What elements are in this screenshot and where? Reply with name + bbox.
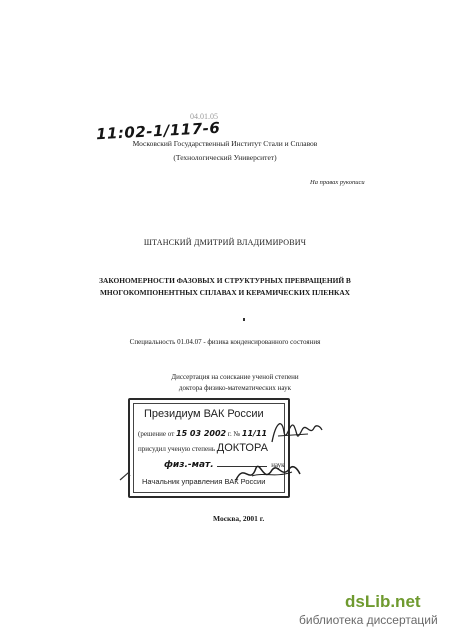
dissertation-degree-line-2: доктора физико-математических наук (178, 384, 292, 392)
dissertation-title-line-2: МНОГОКОМПОНЕНТНЫХ СПЛАВАХ И КЕРАМИЧЕСКИХ ПЛЕНКАХ (99, 288, 351, 297)
specialty-line: Специальность 01.04.07 - физика конденсированного состояния (129, 338, 321, 346)
stamp-degree: ДОКТОРА (216, 442, 268, 454)
stamp-field: физ.-мат. (164, 460, 214, 470)
stamp-department: Начальник управления ВАК России (142, 477, 266, 486)
stamp-awarded-line (138, 442, 268, 454)
faint-top-number: 04.01.05 (190, 112, 218, 121)
institute-name: Московский Государственный Институт Стали и Сплавов (132, 139, 318, 148)
handwritten-code: 11:02-1/117-6 (95, 118, 221, 144)
pen-mark (118, 470, 132, 482)
manuscript-note: На правах рукописи (310, 179, 365, 186)
signature-right (268, 412, 324, 450)
institute-subtitle: (Технологический Университет) (173, 153, 277, 162)
stamp-decision-line (138, 429, 267, 438)
dissertation-degree-line-1: Диссертация на соискание ученой степени (171, 373, 299, 381)
city-year: Москва, 2001 г. (213, 514, 265, 523)
watermark-subtitle: библиотека диссертаций (299, 613, 438, 627)
ink-dot (243, 318, 245, 321)
stamp-awarded-prefix: присудил ученую степень (138, 445, 216, 453)
stamp-title: Президиум ВАК России (144, 408, 264, 420)
stamp-decision-date: 15 03 2002 (176, 429, 227, 438)
stamp-field-suffix: наук (271, 461, 285, 469)
stamp-decision-no: 11/11 (241, 429, 268, 438)
signature-lower (232, 458, 302, 488)
author-name: ШТАНСКИЙ ДМИТРИЙ ВЛАДИМИРОВИЧ (143, 238, 307, 247)
dissertation-title-line-1: ЗАКОНОМЕРНОСТИ ФАЗОВЫХ И СТРУКТУРНЫХ ПРЕВРАЩЕНИЙ В (99, 276, 351, 285)
stamp-decision-no-prefix: г. № (227, 430, 241, 438)
watermark-logo: dsLib.net (345, 592, 421, 611)
stamp-decision-prefix: (решение от (138, 430, 175, 438)
